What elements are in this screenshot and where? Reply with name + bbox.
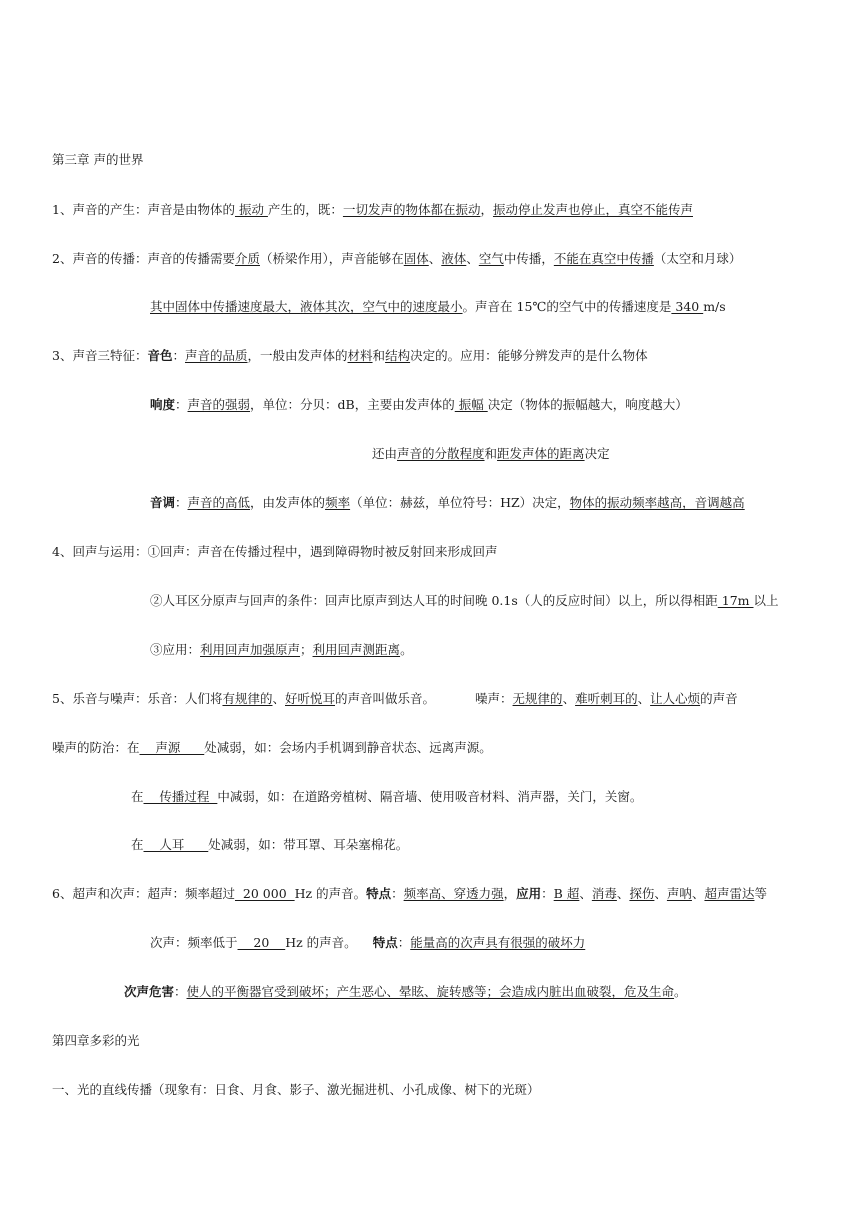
echo-condition-line: ②人耳区分原声与回声的条件：回声比原声到达人耳的时间晚 0.1s（人的反应时间）以上，所以得相距 17m 以上 <box>150 593 779 608</box>
music-noise-paragraph: 5、乐音与噪声：乐音：人们将有规律的、好听悦耳的声音叫做乐音。 噪声：无规律的、难听刺耳的、让人心烦的声音 <box>52 691 738 706</box>
echo-application-line: ③应用：利用回声加强原声；利用回声测距离。 <box>150 642 413 657</box>
sound-speed-line: 其中固体中传播速度最大，液体其次，空气中的速度最小。声音在 15℃的空气中的传播速度是 340 m/s <box>150 299 726 314</box>
loudness-extra-line: 还由声音的分散程度和距发声体的距离决定 <box>372 446 610 461</box>
ultrasound-paragraph: 6、超声和次声：超声：频率超过 20 000 Hz 的声音。特点：频率高、穿透力强，应用：B 超、消毒、探伤、声呐、超声雷达等 <box>52 886 767 901</box>
sound-propagation-paragraph: 2、声音的传播：声音的传播需要介质（桥梁作用），声音能够在固体、液体、空气中传播，不能在真空中传播（太空和月球） <box>52 251 742 266</box>
chapter4-title: 第四章多彩的光 <box>52 1033 140 1048</box>
noise-control-path-line: 在 传播过程 中减弱，如：在道路旁植树、隔音墙、使用吸音材料、消声器，关门，关窗。 <box>131 789 643 804</box>
light-propagation-paragraph: 一、光的直线传播（现象有：日食、月食、影子、激光掘进机、小孔成像、树下的光斑） <box>52 1082 540 1097</box>
timbre-paragraph: 3、声音三特征：音色：声音的品质，一般由发声体的材料和结构决定的。应用：能够分辨发声的是什么物体 <box>52 348 648 363</box>
sound-production-paragraph: 1、声音的产生：声音是由物体的 振动 产生的，既：一切发声的物体都在振动，振动停止发声也停止，真空不能传声 <box>52 202 693 217</box>
noise-control-ear-line: 在 人耳 处减弱，如：带耳罩、耳朵塞棉花。 <box>131 837 409 852</box>
loudness-line: 响度：声音的强弱，单位：分贝：dB，主要由发声体的 振幅 决定（物体的振幅越大，响度越大） <box>150 397 688 412</box>
echo-paragraph: 4、回声与运用：①回声：声音在传播过程中，遇到障碍物时被反射回来形成回声 <box>52 544 498 559</box>
chapter3-title: 第三章 声的世界 <box>52 152 144 167</box>
infrasound-line: 次声：频率低于 20 Hz 的声音。 特点：能量高的次声具有很强的破坏力 <box>150 935 586 950</box>
noise-control-source-line: 噪声的防治：在 声源 处减弱，如：会场内手机调到静音状态、远离声源。 <box>52 740 492 755</box>
pitch-line: 音调：声音的高低，由发声体的频率（单位：赫兹，单位符号：HZ）决定，物体的振动频率越高，音调越高 <box>150 495 745 510</box>
infrasound-hazard-line: 次声危害：使人的平衡器官受到破坏；产生恶心、晕眩、旋转感等；会造成内脏出血破裂，危及生命。 <box>124 984 687 999</box>
